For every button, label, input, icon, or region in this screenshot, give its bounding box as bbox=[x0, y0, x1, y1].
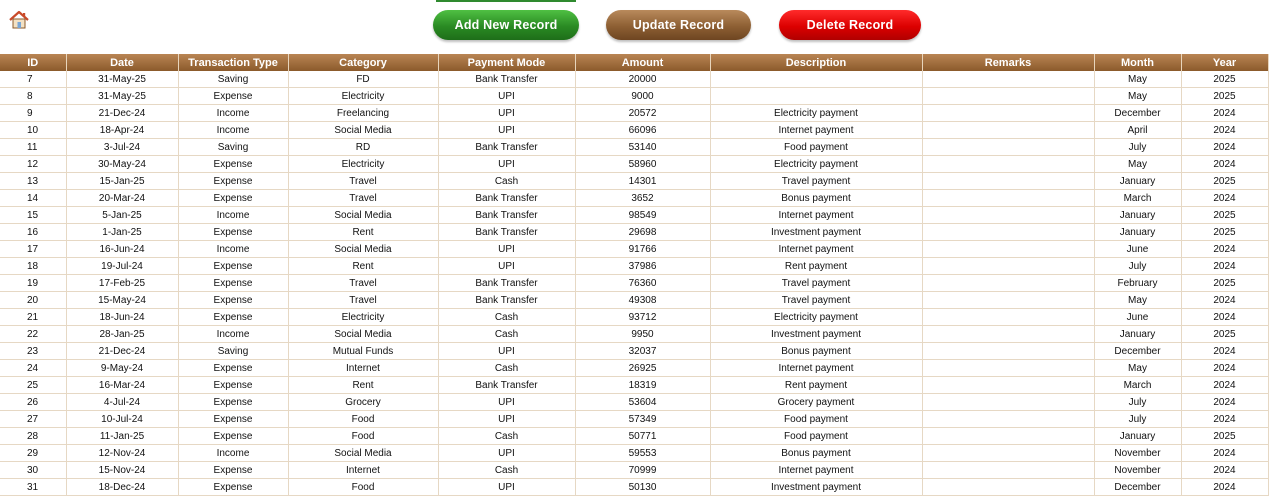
cell-month[interactable]: May bbox=[1094, 360, 1181, 377]
table-row[interactable] bbox=[0, 139, 1268, 156]
cell-date[interactable]: 31-May-25 bbox=[66, 71, 178, 88]
cell-month[interactable]: November bbox=[1094, 445, 1181, 462]
cell-month[interactable]: January bbox=[1094, 224, 1181, 241]
cell-amount[interactable]: 76360 bbox=[575, 275, 710, 292]
cell-month[interactable]: May bbox=[1094, 71, 1181, 88]
cell-month[interactable]: July bbox=[1094, 394, 1181, 411]
cell-description[interactable]: Travel payment bbox=[710, 275, 922, 292]
cell-date[interactable]: 10-Jul-24 bbox=[66, 411, 178, 428]
cell-date[interactable]: 9-May-24 bbox=[66, 360, 178, 377]
cell-category[interactable]: Rent bbox=[288, 224, 438, 241]
cell-category[interactable]: Internet bbox=[288, 360, 438, 377]
cell-amount[interactable]: 50771 bbox=[575, 428, 710, 445]
cell-amount[interactable]: 58960 bbox=[575, 156, 710, 173]
cell-description[interactable]: Investment payment bbox=[710, 224, 922, 241]
cell-year[interactable]: 2024 bbox=[1181, 360, 1268, 377]
cell-date[interactable]: 21-Dec-24 bbox=[66, 105, 178, 122]
cell-amount[interactable]: 66096 bbox=[575, 122, 710, 139]
cell-description[interactable]: Internet payment bbox=[710, 462, 922, 479]
cell-year[interactable]: 2025 bbox=[1181, 224, 1268, 241]
table-row[interactable] bbox=[0, 173, 1268, 190]
cell-date[interactable]: 15-Jan-25 bbox=[66, 173, 178, 190]
table-row[interactable] bbox=[0, 207, 1268, 224]
cell-year[interactable]: 2024 bbox=[1181, 411, 1268, 428]
cell-month[interactable]: June bbox=[1094, 241, 1181, 258]
cell-amount[interactable]: 91766 bbox=[575, 241, 710, 258]
cell-amount[interactable]: 3652 bbox=[575, 190, 710, 207]
cell-date[interactable]: 28-Jan-25 bbox=[66, 326, 178, 343]
cell-remarks[interactable] bbox=[922, 241, 1094, 258]
cell-remarks[interactable] bbox=[922, 445, 1094, 462]
cell-id[interactable]: 7 bbox=[0, 71, 66, 88]
cell-category[interactable]: Social Media bbox=[288, 326, 438, 343]
cell-month[interactable]: January bbox=[1094, 326, 1181, 343]
cell-year[interactable]: 2025 bbox=[1181, 275, 1268, 292]
cell-amount[interactable]: 18319 bbox=[575, 377, 710, 394]
cell-year[interactable]: 2024 bbox=[1181, 309, 1268, 326]
cell-id[interactable]: 11 bbox=[0, 139, 66, 156]
table-row[interactable] bbox=[0, 292, 1268, 309]
cell-id[interactable]: 26 bbox=[0, 394, 66, 411]
cell-transaction-type[interactable]: Expense bbox=[178, 479, 288, 496]
cell-payment-mode[interactable]: UPI bbox=[438, 105, 575, 122]
cell-date[interactable]: 15-Nov-24 bbox=[66, 462, 178, 479]
cell-payment-mode[interactable]: UPI bbox=[438, 479, 575, 496]
cell-amount[interactable]: 20572 bbox=[575, 105, 710, 122]
cell-remarks[interactable] bbox=[922, 122, 1094, 139]
cell-date[interactable]: 18-Jun-24 bbox=[66, 309, 178, 326]
cell-payment-mode[interactable]: UPI bbox=[438, 156, 575, 173]
cell-year[interactable]: 2025 bbox=[1181, 71, 1268, 88]
cell-month[interactable]: May bbox=[1094, 292, 1181, 309]
cell-transaction-type[interactable]: Expense bbox=[178, 156, 288, 173]
cell-month[interactable]: March bbox=[1094, 190, 1181, 207]
cell-date[interactable]: 21-Dec-24 bbox=[66, 343, 178, 360]
cell-year[interactable]: 2025 bbox=[1181, 173, 1268, 190]
cell-category[interactable]: Rent bbox=[288, 377, 438, 394]
cell-payment-mode[interactable]: Bank Transfer bbox=[438, 139, 575, 156]
cell-remarks[interactable] bbox=[922, 88, 1094, 105]
table-row[interactable] bbox=[0, 462, 1268, 479]
cell-description[interactable]: Rent payment bbox=[710, 258, 922, 275]
cell-date[interactable]: 5-Jan-25 bbox=[66, 207, 178, 224]
column-header-month[interactable]: Month bbox=[1094, 54, 1181, 71]
cell-category[interactable]: Travel bbox=[288, 173, 438, 190]
column-header-date[interactable]: Date bbox=[66, 54, 178, 71]
cell-description[interactable] bbox=[710, 71, 922, 88]
cell-payment-mode[interactable]: Bank Transfer bbox=[438, 224, 575, 241]
cell-amount[interactable]: 14301 bbox=[575, 173, 710, 190]
cell-category[interactable]: Travel bbox=[288, 275, 438, 292]
cell-remarks[interactable] bbox=[922, 105, 1094, 122]
table-row[interactable] bbox=[0, 190, 1268, 207]
cell-id[interactable]: 22 bbox=[0, 326, 66, 343]
cell-remarks[interactable] bbox=[922, 462, 1094, 479]
cell-payment-mode[interactable]: Bank Transfer bbox=[438, 292, 575, 309]
table-body bbox=[0, 71, 1268, 496]
table-row[interactable] bbox=[0, 428, 1268, 445]
cell-payment-mode[interactable]: UPI bbox=[438, 122, 575, 139]
cell-id[interactable]: 23 bbox=[0, 343, 66, 360]
cell-year[interactable]: 2024 bbox=[1181, 139, 1268, 156]
cell-category[interactable]: Social Media bbox=[288, 122, 438, 139]
cell-description[interactable]: Internet payment bbox=[710, 360, 922, 377]
cell-month[interactable]: December bbox=[1094, 479, 1181, 496]
cell-month[interactable]: December bbox=[1094, 105, 1181, 122]
cell-year[interactable]: 2024 bbox=[1181, 156, 1268, 173]
cell-id[interactable]: 8 bbox=[0, 88, 66, 105]
table-row[interactable] bbox=[0, 275, 1268, 292]
cell-year[interactable]: 2024 bbox=[1181, 377, 1268, 394]
cell-id[interactable]: 19 bbox=[0, 275, 66, 292]
cell-description[interactable]: Food payment bbox=[710, 139, 922, 156]
cell-payment-mode[interactable]: Bank Transfer bbox=[438, 275, 575, 292]
cell-id[interactable]: 10 bbox=[0, 122, 66, 139]
cell-id[interactable]: 21 bbox=[0, 309, 66, 326]
cell-transaction-type[interactable]: Expense bbox=[178, 258, 288, 275]
cell-remarks[interactable] bbox=[922, 394, 1094, 411]
cell-transaction-type[interactable]: Income bbox=[178, 122, 288, 139]
cell-remarks[interactable] bbox=[922, 428, 1094, 445]
cell-payment-mode[interactable]: Cash bbox=[438, 360, 575, 377]
update-record-button[interactable]: Update Record bbox=[606, 10, 751, 40]
table-row[interactable] bbox=[0, 71, 1268, 88]
cell-date[interactable]: 16-Jun-24 bbox=[66, 241, 178, 258]
cell-id[interactable]: 15 bbox=[0, 207, 66, 224]
cell-id[interactable]: 12 bbox=[0, 156, 66, 173]
cell-category[interactable]: FD bbox=[288, 71, 438, 88]
cell-transaction-type[interactable]: Income bbox=[178, 445, 288, 462]
cell-month[interactable]: May bbox=[1094, 88, 1181, 105]
cell-description[interactable]: Travel payment bbox=[710, 292, 922, 309]
cell-transaction-type[interactable]: Income bbox=[178, 241, 288, 258]
cell-remarks[interactable] bbox=[922, 190, 1094, 207]
table-row[interactable] bbox=[0, 343, 1268, 360]
cell-date[interactable]: 11-Jan-25 bbox=[66, 428, 178, 445]
cell-year[interactable]: 2024 bbox=[1181, 292, 1268, 309]
table-row[interactable] bbox=[0, 122, 1268, 139]
cell-category[interactable]: Travel bbox=[288, 292, 438, 309]
cell-transaction-type[interactable]: Income bbox=[178, 105, 288, 122]
cell-month[interactable]: July bbox=[1094, 139, 1181, 156]
cell-description[interactable]: Travel payment bbox=[710, 173, 922, 190]
cell-date[interactable]: 15-May-24 bbox=[66, 292, 178, 309]
cell-id[interactable]: 9 bbox=[0, 105, 66, 122]
cell-id[interactable]: 13 bbox=[0, 173, 66, 190]
cell-category[interactable]: Electricity bbox=[288, 156, 438, 173]
cell-transaction-type[interactable]: Expense bbox=[178, 411, 288, 428]
cell-date[interactable]: 12-Nov-24 bbox=[66, 445, 178, 462]
cell-date[interactable]: 31-May-25 bbox=[66, 88, 178, 105]
table-row[interactable] bbox=[0, 105, 1268, 122]
cell-amount[interactable]: 37986 bbox=[575, 258, 710, 275]
table-row[interactable] bbox=[0, 445, 1268, 462]
cell-month[interactable]: May bbox=[1094, 156, 1181, 173]
cell-amount[interactable]: 53140 bbox=[575, 139, 710, 156]
cell-remarks[interactable] bbox=[922, 207, 1094, 224]
cell-amount[interactable]: 29698 bbox=[575, 224, 710, 241]
cell-description[interactable]: Bonus payment bbox=[710, 445, 922, 462]
table-row[interactable] bbox=[0, 326, 1268, 343]
table-row[interactable] bbox=[0, 156, 1268, 173]
cell-payment-mode[interactable]: UPI bbox=[438, 343, 575, 360]
cell-month[interactable]: April bbox=[1094, 122, 1181, 139]
cell-transaction-type[interactable]: Expense bbox=[178, 394, 288, 411]
cell-year[interactable]: 2024 bbox=[1181, 479, 1268, 496]
column-header-transaction-type[interactable]: Transaction Type bbox=[178, 54, 288, 71]
cell-description[interactable]: Investment payment bbox=[710, 326, 922, 343]
active-accent bbox=[436, 0, 576, 2]
table-row[interactable] bbox=[0, 377, 1268, 394]
cell-description[interactable]: Electricity payment bbox=[710, 309, 922, 326]
table-row[interactable] bbox=[0, 479, 1268, 496]
cell-payment-mode[interactable]: UPI bbox=[438, 394, 575, 411]
cell-description[interactable]: Food payment bbox=[710, 411, 922, 428]
cell-amount[interactable]: 59553 bbox=[575, 445, 710, 462]
cell-payment-mode[interactable]: Cash bbox=[438, 326, 575, 343]
cell-transaction-type[interactable]: Expense bbox=[178, 292, 288, 309]
cell-id[interactable]: 24 bbox=[0, 360, 66, 377]
cell-year[interactable]: 2024 bbox=[1181, 258, 1268, 275]
column-header-payment-mode[interactable]: Payment Mode bbox=[438, 54, 575, 71]
cell-amount[interactable]: 70999 bbox=[575, 462, 710, 479]
cell-transaction-type[interactable]: Expense bbox=[178, 462, 288, 479]
cell-description[interactable]: Electricity payment bbox=[710, 105, 922, 122]
cell-transaction-type[interactable]: Expense bbox=[178, 275, 288, 292]
column-header-category[interactable]: Category bbox=[288, 54, 438, 71]
add-new-record-button[interactable]: Add New Record bbox=[433, 10, 579, 40]
cell-date[interactable]: 3-Jul-24 bbox=[66, 139, 178, 156]
cell-date[interactable]: 1-Jan-25 bbox=[66, 224, 178, 241]
cell-month[interactable]: February bbox=[1094, 275, 1181, 292]
cell-month[interactable]: January bbox=[1094, 428, 1181, 445]
cell-payment-mode[interactable]: Bank Transfer bbox=[438, 207, 575, 224]
cell-transaction-type[interactable]: Income bbox=[178, 207, 288, 224]
home-icon[interactable] bbox=[8, 10, 30, 30]
cell-remarks[interactable] bbox=[922, 224, 1094, 241]
cell-category[interactable]: Food bbox=[288, 479, 438, 496]
cell-payment-mode[interactable]: UPI bbox=[438, 241, 575, 258]
cell-amount[interactable]: 9000 bbox=[575, 88, 710, 105]
cell-id[interactable]: 25 bbox=[0, 377, 66, 394]
cell-description[interactable]: Bonus payment bbox=[710, 343, 922, 360]
column-header-description[interactable]: Description bbox=[710, 54, 922, 71]
cell-date[interactable]: 18-Dec-24 bbox=[66, 479, 178, 496]
cell-payment-mode[interactable]: Bank Transfer bbox=[438, 190, 575, 207]
cell-transaction-type[interactable]: Expense bbox=[178, 88, 288, 105]
cell-transaction-type[interactable]: Expense bbox=[178, 190, 288, 207]
cell-amount[interactable]: 49308 bbox=[575, 292, 710, 309]
cell-transaction-type[interactable]: Expense bbox=[178, 428, 288, 445]
cell-date[interactable]: 20-Mar-24 bbox=[66, 190, 178, 207]
cell-payment-mode[interactable]: Bank Transfer bbox=[438, 71, 575, 88]
cell-id[interactable]: 20 bbox=[0, 292, 66, 309]
cell-category[interactable]: Electricity bbox=[288, 88, 438, 105]
cell-year[interactable]: 2024 bbox=[1181, 462, 1268, 479]
cell-month[interactable]: March bbox=[1094, 377, 1181, 394]
cell-year[interactable]: 2024 bbox=[1181, 105, 1268, 122]
cell-category[interactable]: Rent bbox=[288, 258, 438, 275]
cell-month[interactable]: July bbox=[1094, 258, 1181, 275]
cell-payment-mode[interactable]: UPI bbox=[438, 445, 575, 462]
cell-amount[interactable]: 20000 bbox=[575, 71, 710, 88]
cell-remarks[interactable] bbox=[922, 71, 1094, 88]
cell-remarks[interactable] bbox=[922, 479, 1094, 496]
cell-category[interactable]: Food bbox=[288, 411, 438, 428]
cell-description[interactable]: Food payment bbox=[710, 428, 922, 445]
cell-remarks[interactable] bbox=[922, 411, 1094, 428]
table-row[interactable] bbox=[0, 88, 1268, 105]
cell-year[interactable]: 2024 bbox=[1181, 122, 1268, 139]
cell-remarks[interactable] bbox=[922, 258, 1094, 275]
cell-date[interactable]: 16-Mar-24 bbox=[66, 377, 178, 394]
cell-month[interactable]: November bbox=[1094, 462, 1181, 479]
cell-id[interactable]: 31 bbox=[0, 479, 66, 496]
cell-year[interactable]: 2025 bbox=[1181, 88, 1268, 105]
cell-date[interactable]: 18-Apr-24 bbox=[66, 122, 178, 139]
table-row[interactable] bbox=[0, 360, 1268, 377]
cell-remarks[interactable] bbox=[922, 360, 1094, 377]
cell-year[interactable]: 2024 bbox=[1181, 343, 1268, 360]
cell-description[interactable]: Internet payment bbox=[710, 207, 922, 224]
cell-payment-mode[interactable]: Bank Transfer bbox=[438, 377, 575, 394]
cell-date[interactable]: 30-May-24 bbox=[66, 156, 178, 173]
cell-payment-mode[interactable]: UPI bbox=[438, 411, 575, 428]
table-row[interactable] bbox=[0, 394, 1268, 411]
cell-description[interactable]: Investment payment bbox=[710, 479, 922, 496]
cell-id[interactable]: 28 bbox=[0, 428, 66, 445]
cell-payment-mode[interactable]: Cash bbox=[438, 428, 575, 445]
cell-id[interactable]: 14 bbox=[0, 190, 66, 207]
cell-remarks[interactable] bbox=[922, 139, 1094, 156]
cell-description[interactable] bbox=[710, 88, 922, 105]
cell-remarks[interactable] bbox=[922, 309, 1094, 326]
table-row[interactable] bbox=[0, 241, 1268, 258]
cell-category[interactable]: Travel bbox=[288, 190, 438, 207]
cell-category[interactable]: Social Media bbox=[288, 241, 438, 258]
cell-category[interactable]: Social Media bbox=[288, 445, 438, 462]
cell-category[interactable]: Social Media bbox=[288, 207, 438, 224]
cell-date[interactable]: 19-Jul-24 bbox=[66, 258, 178, 275]
cell-description[interactable]: Grocery payment bbox=[710, 394, 922, 411]
cell-amount[interactable]: 93712 bbox=[575, 309, 710, 326]
cell-description[interactable]: Internet payment bbox=[710, 241, 922, 258]
cell-month[interactable]: July bbox=[1094, 411, 1181, 428]
cell-year[interactable]: 2025 bbox=[1181, 326, 1268, 343]
cell-transaction-type[interactable]: Expense bbox=[178, 224, 288, 241]
cell-year[interactable]: 2024 bbox=[1181, 394, 1268, 411]
cell-month[interactable]: December bbox=[1094, 343, 1181, 360]
cell-date[interactable]: 17-Feb-25 bbox=[66, 275, 178, 292]
table-header-row bbox=[0, 54, 1268, 71]
cell-id[interactable]: 17 bbox=[0, 241, 66, 258]
cell-transaction-type[interactable]: Saving bbox=[178, 71, 288, 88]
cell-remarks[interactable] bbox=[922, 156, 1094, 173]
cell-payment-mode[interactable]: UPI bbox=[438, 88, 575, 105]
cell-payment-mode[interactable]: Cash bbox=[438, 173, 575, 190]
cell-transaction-type[interactable]: Income bbox=[178, 326, 288, 343]
cell-month[interactable]: January bbox=[1094, 207, 1181, 224]
cell-transaction-type[interactable]: Expense bbox=[178, 377, 288, 394]
toolbar bbox=[0, 0, 1280, 54]
cell-date[interactable]: 4-Jul-24 bbox=[66, 394, 178, 411]
cell-transaction-type[interactable]: Expense bbox=[178, 173, 288, 190]
records-table bbox=[0, 54, 1269, 496]
cell-year[interactable]: 2024 bbox=[1181, 241, 1268, 258]
cell-amount[interactable]: 57349 bbox=[575, 411, 710, 428]
column-header-remarks[interactable]: Remarks bbox=[922, 54, 1094, 71]
cell-remarks[interactable] bbox=[922, 292, 1094, 309]
cell-amount[interactable]: 50130 bbox=[575, 479, 710, 496]
cell-remarks[interactable] bbox=[922, 173, 1094, 190]
cell-amount[interactable]: 98549 bbox=[575, 207, 710, 224]
cell-amount[interactable]: 32037 bbox=[575, 343, 710, 360]
cell-category[interactable]: Electricity bbox=[288, 309, 438, 326]
cell-amount[interactable]: 26925 bbox=[575, 360, 710, 377]
cell-description[interactable]: Rent payment bbox=[710, 377, 922, 394]
cell-payment-mode[interactable]: Cash bbox=[438, 309, 575, 326]
cell-category[interactable]: Food bbox=[288, 428, 438, 445]
cell-amount[interactable]: 53604 bbox=[575, 394, 710, 411]
cell-category[interactable]: RD bbox=[288, 139, 438, 156]
cell-id[interactable]: 18 bbox=[0, 258, 66, 275]
table-row[interactable] bbox=[0, 258, 1268, 275]
cell-category[interactable]: Mutual Funds bbox=[288, 343, 438, 360]
cell-year[interactable]: 2024 bbox=[1181, 190, 1268, 207]
delete-record-button[interactable]: Delete Record bbox=[779, 10, 921, 40]
cell-description[interactable]: Internet payment bbox=[710, 122, 922, 139]
column-header-amount[interactable]: Amount bbox=[575, 54, 710, 71]
cell-month[interactable]: June bbox=[1094, 309, 1181, 326]
cell-year[interactable]: 2024 bbox=[1181, 445, 1268, 462]
cell-category[interactable]: Grocery bbox=[288, 394, 438, 411]
cell-remarks[interactable] bbox=[922, 343, 1094, 360]
cell-payment-mode[interactable]: Cash bbox=[438, 462, 575, 479]
cell-id[interactable]: 27 bbox=[0, 411, 66, 428]
cell-category[interactable]: Internet bbox=[288, 462, 438, 479]
cell-transaction-type[interactable]: Saving bbox=[178, 139, 288, 156]
cell-remarks[interactable] bbox=[922, 275, 1094, 292]
cell-remarks[interactable] bbox=[922, 377, 1094, 394]
table-row[interactable] bbox=[0, 411, 1268, 428]
column-header-year[interactable]: Year bbox=[1181, 54, 1268, 71]
cell-year[interactable]: 2025 bbox=[1181, 428, 1268, 445]
cell-transaction-type[interactable]: Expense bbox=[178, 309, 288, 326]
cell-remarks[interactable] bbox=[922, 326, 1094, 343]
table-row[interactable] bbox=[0, 224, 1268, 241]
cell-amount[interactable]: 9950 bbox=[575, 326, 710, 343]
cell-month[interactable]: January bbox=[1094, 173, 1181, 190]
cell-payment-mode[interactable]: UPI bbox=[438, 258, 575, 275]
table-row[interactable] bbox=[0, 309, 1268, 326]
cell-year[interactable]: 2025 bbox=[1181, 207, 1268, 224]
cell-id[interactable]: 30 bbox=[0, 462, 66, 479]
cell-transaction-type[interactable]: Expense bbox=[178, 360, 288, 377]
cell-category[interactable]: Freelancing bbox=[288, 105, 438, 122]
cell-id[interactable]: 29 bbox=[0, 445, 66, 462]
cell-id[interactable]: 16 bbox=[0, 224, 66, 241]
cell-transaction-type[interactable]: Saving bbox=[178, 343, 288, 360]
cell-description[interactable]: Bonus payment bbox=[710, 190, 922, 207]
cell-description[interactable]: Electricity payment bbox=[710, 156, 922, 173]
column-header-id[interactable]: ID bbox=[0, 54, 66, 71]
